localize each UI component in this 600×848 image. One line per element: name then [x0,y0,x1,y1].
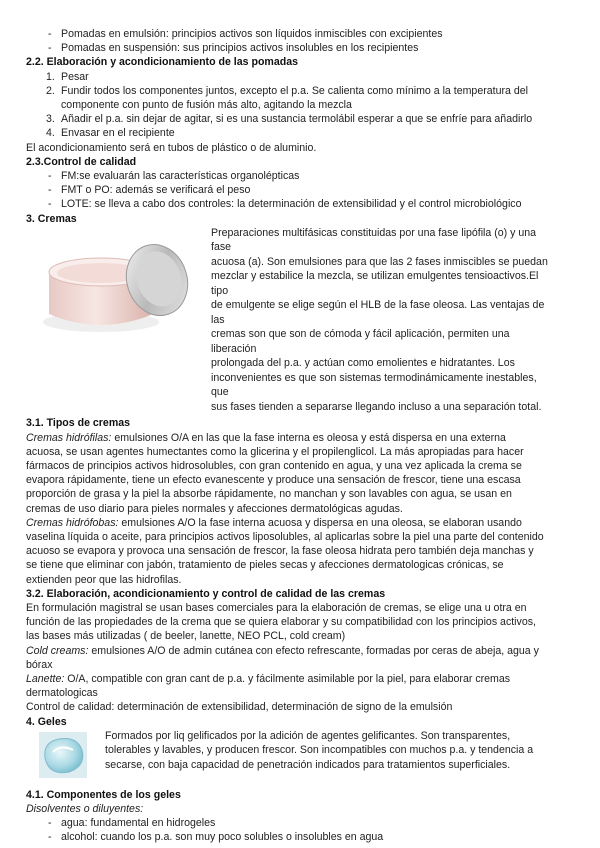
text-line: Formados por liq gelificados por la adición de agentes gelificantes. Son transparentes, [105,729,511,742]
geles-intro [26,729,556,778]
cremas-description [211,226,556,415]
text-line: Control de calidad: determinación de extensibilidad, determinación de signo de la emulsión [26,701,453,714]
section-heading-2-3: 2.3.Control de calidad [26,155,137,168]
text-line: Cremas hidrófobas: emulsiones A/O la fase interna acuosa y dispersa en una oleosa, se elaboran usando [26,516,522,529]
text-line: Lanette: O/A, compatible con gran cant de p.a. y fácilmente asimilable por la piel, para elaborar cremas [26,673,511,685]
section-heading-3: 3. Cremas [26,212,77,225]
text-line: acuosa, se usan agentes humectantes como la glicerina y el propilenglicol. La más apropiadas para hacer [26,445,524,458]
text-line: sus fases tienden a separarse llegando incluso a una separación total. [211,400,542,413]
text-line: Cremas hidrófilas: emulsiones O/A en las que la fase interna es oleosa y está dispersa en una externa [26,431,506,444]
text-line: función de las propiedades de la crema que se quiera elaborar y su compatibilidad con los principios activos, [26,616,536,629]
section-heading-4-1: 4.1. Componentes de los geles [26,788,181,801]
gel-image [39,732,87,778]
list-item: - alcohol: cuando los p.a. son muy poco solubles o insolubles en agua [26,830,556,844]
cremas-intro [26,226,556,415]
subheading: Disolventes o diluyentes: [26,803,144,816]
list-item: 1. Pesar [46,70,89,83]
text-line: secarse, con baja capacidad de penetración indicados para tratamientos superficiales. [105,759,511,771]
text-line: Cold creams: emulsiones A/O de admin cutánea con efecto refrescante, formadas por ceras de abeja, agua y [26,644,539,657]
text-line: cremas de uso diario para pieles normales y afecciones dermatológicas agudas. [26,502,403,515]
text-line: mezclar y estabilice la mezcla, se utilizan emulgentes tensioactivos.El tipo [211,270,539,297]
text-line: dermatologicas [26,687,98,700]
cream-jar-image [39,232,199,336]
text-line: bórax [26,658,53,671]
list-item-continuation: componente con punto de fusión más alto, agitando la mezcla [61,99,352,112]
text-line: proporción de grasa y la piel la absorbe rápidamente, no manchan y son lavables con agua, se usan en [26,488,512,501]
section-heading-3-1: 3.1. Tipos de cremas [26,417,131,430]
text-line: las bases más utilizadas ( de beeler, lanette, NEO PCL, cold cream) [26,630,346,643]
text-line: cremas son que son de cómoda y fácil aplicación, permiten una liberación [211,328,510,355]
text-line: prolongada del p.a. y actúan como emolientes e hidratantes. Los [211,357,515,370]
text-line: vaselina líquida o aceite, para principios activos liposolubles, al aplicarlas sobre la piel una parte del contenido [26,530,544,543]
section-heading-4: 4. Geles [26,715,67,728]
list-item: 3. Añadir el p.a. sin dejar de agitar, si es una sustancia termolábil esperar a que se enfríe para añadirlo [46,113,533,126]
text-line: de emulgente se elige según el HLB de la fase oleosa. Las ventajas de las [211,299,545,326]
list-item: - Pomadas en emulsión: principios activos son líquidos inmiscibles con excipientes [26,27,556,41]
text-line: inconvenientes es que son sistemas termodinámicamente inestables, que [211,371,537,399]
text-line: se tiene que eliminar con jabón, tratamiento de pieles secas y afecciones dermatologicas crónicas, se [26,559,504,572]
text-line: fármacos de principios activos hidrosolubles, con gran contenido en agua, y una vez aplicada la crema se [26,459,522,472]
geles-description [105,729,553,778]
list-item: - LOTE: se lleva a cabo dos controles: la determinación de extensibilidad y el control microbiológico [26,197,556,211]
section-heading-2-2: 2.2. Elaboración y acondicionamiento de las pomadas [26,56,298,69]
section-heading-3-2: 3.2. Elaboración, acondicionamiento y control de calidad de las cremas [26,587,386,600]
list-item: - FMT o PO: además se verificará el peso [26,183,556,197]
list-item: - FM:se evaluarán las características organolépticas [26,169,556,183]
text-line: tolerables y lavables, y producen frescor. Son incompatibles con muchos p.a. y tendencia a [105,744,534,757]
document-page [26,27,556,845]
text-line: acuosa (a). Son emulsiones para que las 2 fases inmiscibles se puedan [211,255,548,268]
list-item: 4. Envasar en el recipiente [46,127,175,140]
text-line: Preparaciones multifásicas constituidas por una fase lipófila (o) y una fase [211,226,537,254]
text-line: acuoso se evapora y provoca una sensación de frescor, la fase oleosa hidrata pero también deja manchas y [26,545,534,558]
text-line: En formulación magistral se usan bases comerciales para la elaboración de cremas, se elige una u otra en [26,601,527,614]
list-item: - agua: fundamental en hidrogeles [26,816,556,830]
list-item: - Pomadas en suspensión: sus principios activos insolubles en los recipientes [26,41,556,55]
list-item: 2. Fundir todos los componentes juntos, excepto el p.a. Se calienta como mínimo a la temperatura del [46,84,528,97]
text-line: evapora rápidamente, tiene un efecto evanescente y produce una sensación de frescor, tiene una escasa [26,474,521,487]
paragraph: El acondicionamiento será en tubos de plástico o de aluminio. [26,141,317,154]
text-line: extienden peor que las hidrofilas. [26,573,182,586]
